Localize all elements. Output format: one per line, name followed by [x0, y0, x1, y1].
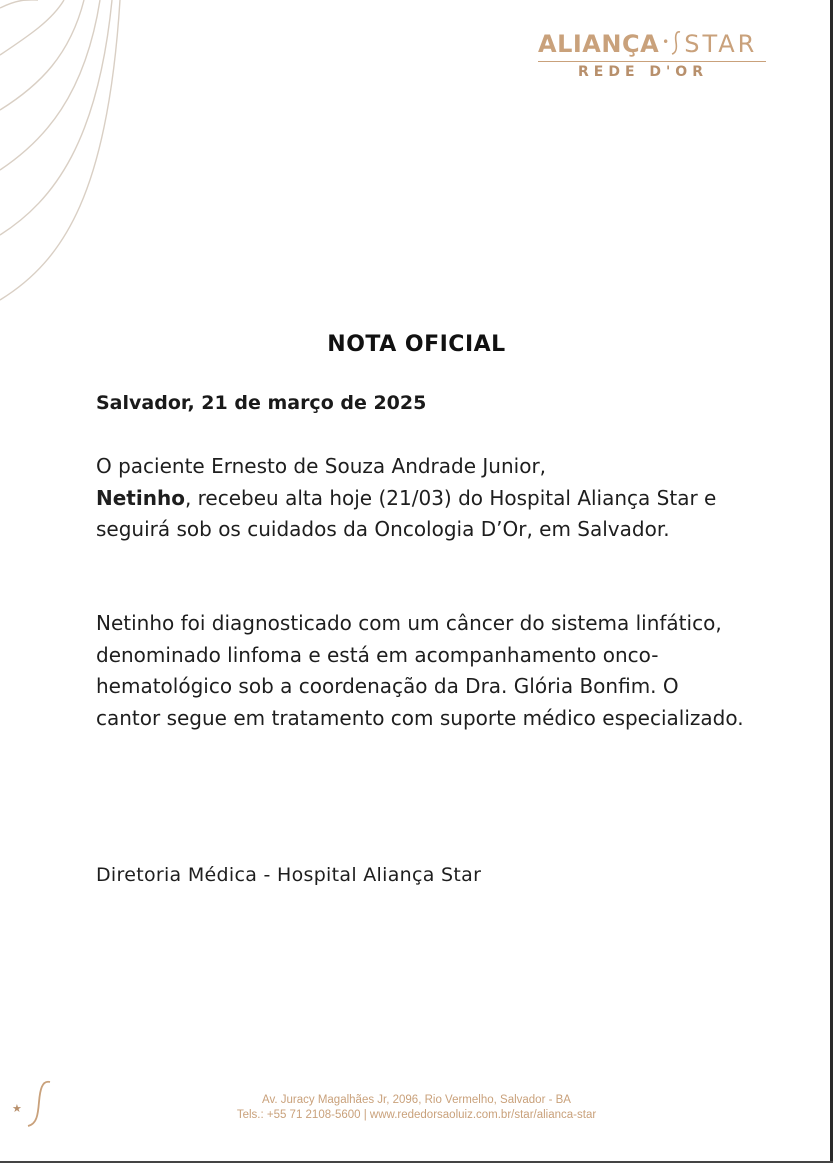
footer-contact: [0, 1093, 833, 1123]
signature: Diretoria Médica - Hospital Aliança Star: [96, 864, 482, 886]
brand-logo: [538, 26, 766, 84]
footer-phone-web: Tels.: +55 71 2108-5600 | www.rededorsaoluiz.com.br/star/alianca-star: [236, 1109, 597, 1121]
logo-name: ALIANÇA: [538, 30, 660, 58]
paragraph-discharge-intro: O paciente Ernesto de Souza Andrade Junior,: [96, 454, 547, 478]
logo-s-swash: [670, 30, 682, 56]
paragraph-discharge: [96, 451, 746, 546]
paragraph-discharge-rest: , recebeu alta hoje (21/03) do Hospital Aliança Star e seguirá sob os cuidados da Oncologia D’Or, em Salvador.: [96, 485, 717, 541]
paragraph-diagnosis: Netinho foi diagnosticado com um câncer do sistema linfático, denominado linfoma e está em acompanhamento onco-hematológico sob a coordenação da Dra. Glória Bonfim. O cantor segue em tratamento com suporte médico especializado.: [96, 611, 744, 730]
logo-divider: [538, 61, 766, 62]
svg-text:★: ★: [12, 1102, 22, 1115]
logo-star-glyph: •: [662, 35, 670, 49]
logo-subtitle: REDE D'OR: [578, 64, 708, 80]
footer-address: Av. Juracy Magalhães Jr, 2096, Rio Vermelho, Salvador - BA: [262, 1094, 571, 1106]
patient-nickname: Netinho: [96, 485, 185, 510]
decorative-wave-lines: [0, 0, 130, 320]
logo-star-word: STAR: [684, 30, 758, 58]
document-title: NOTA OFICIAL: [327, 332, 506, 357]
date-line: Salvador, 21 de março de 2025: [96, 392, 427, 414]
